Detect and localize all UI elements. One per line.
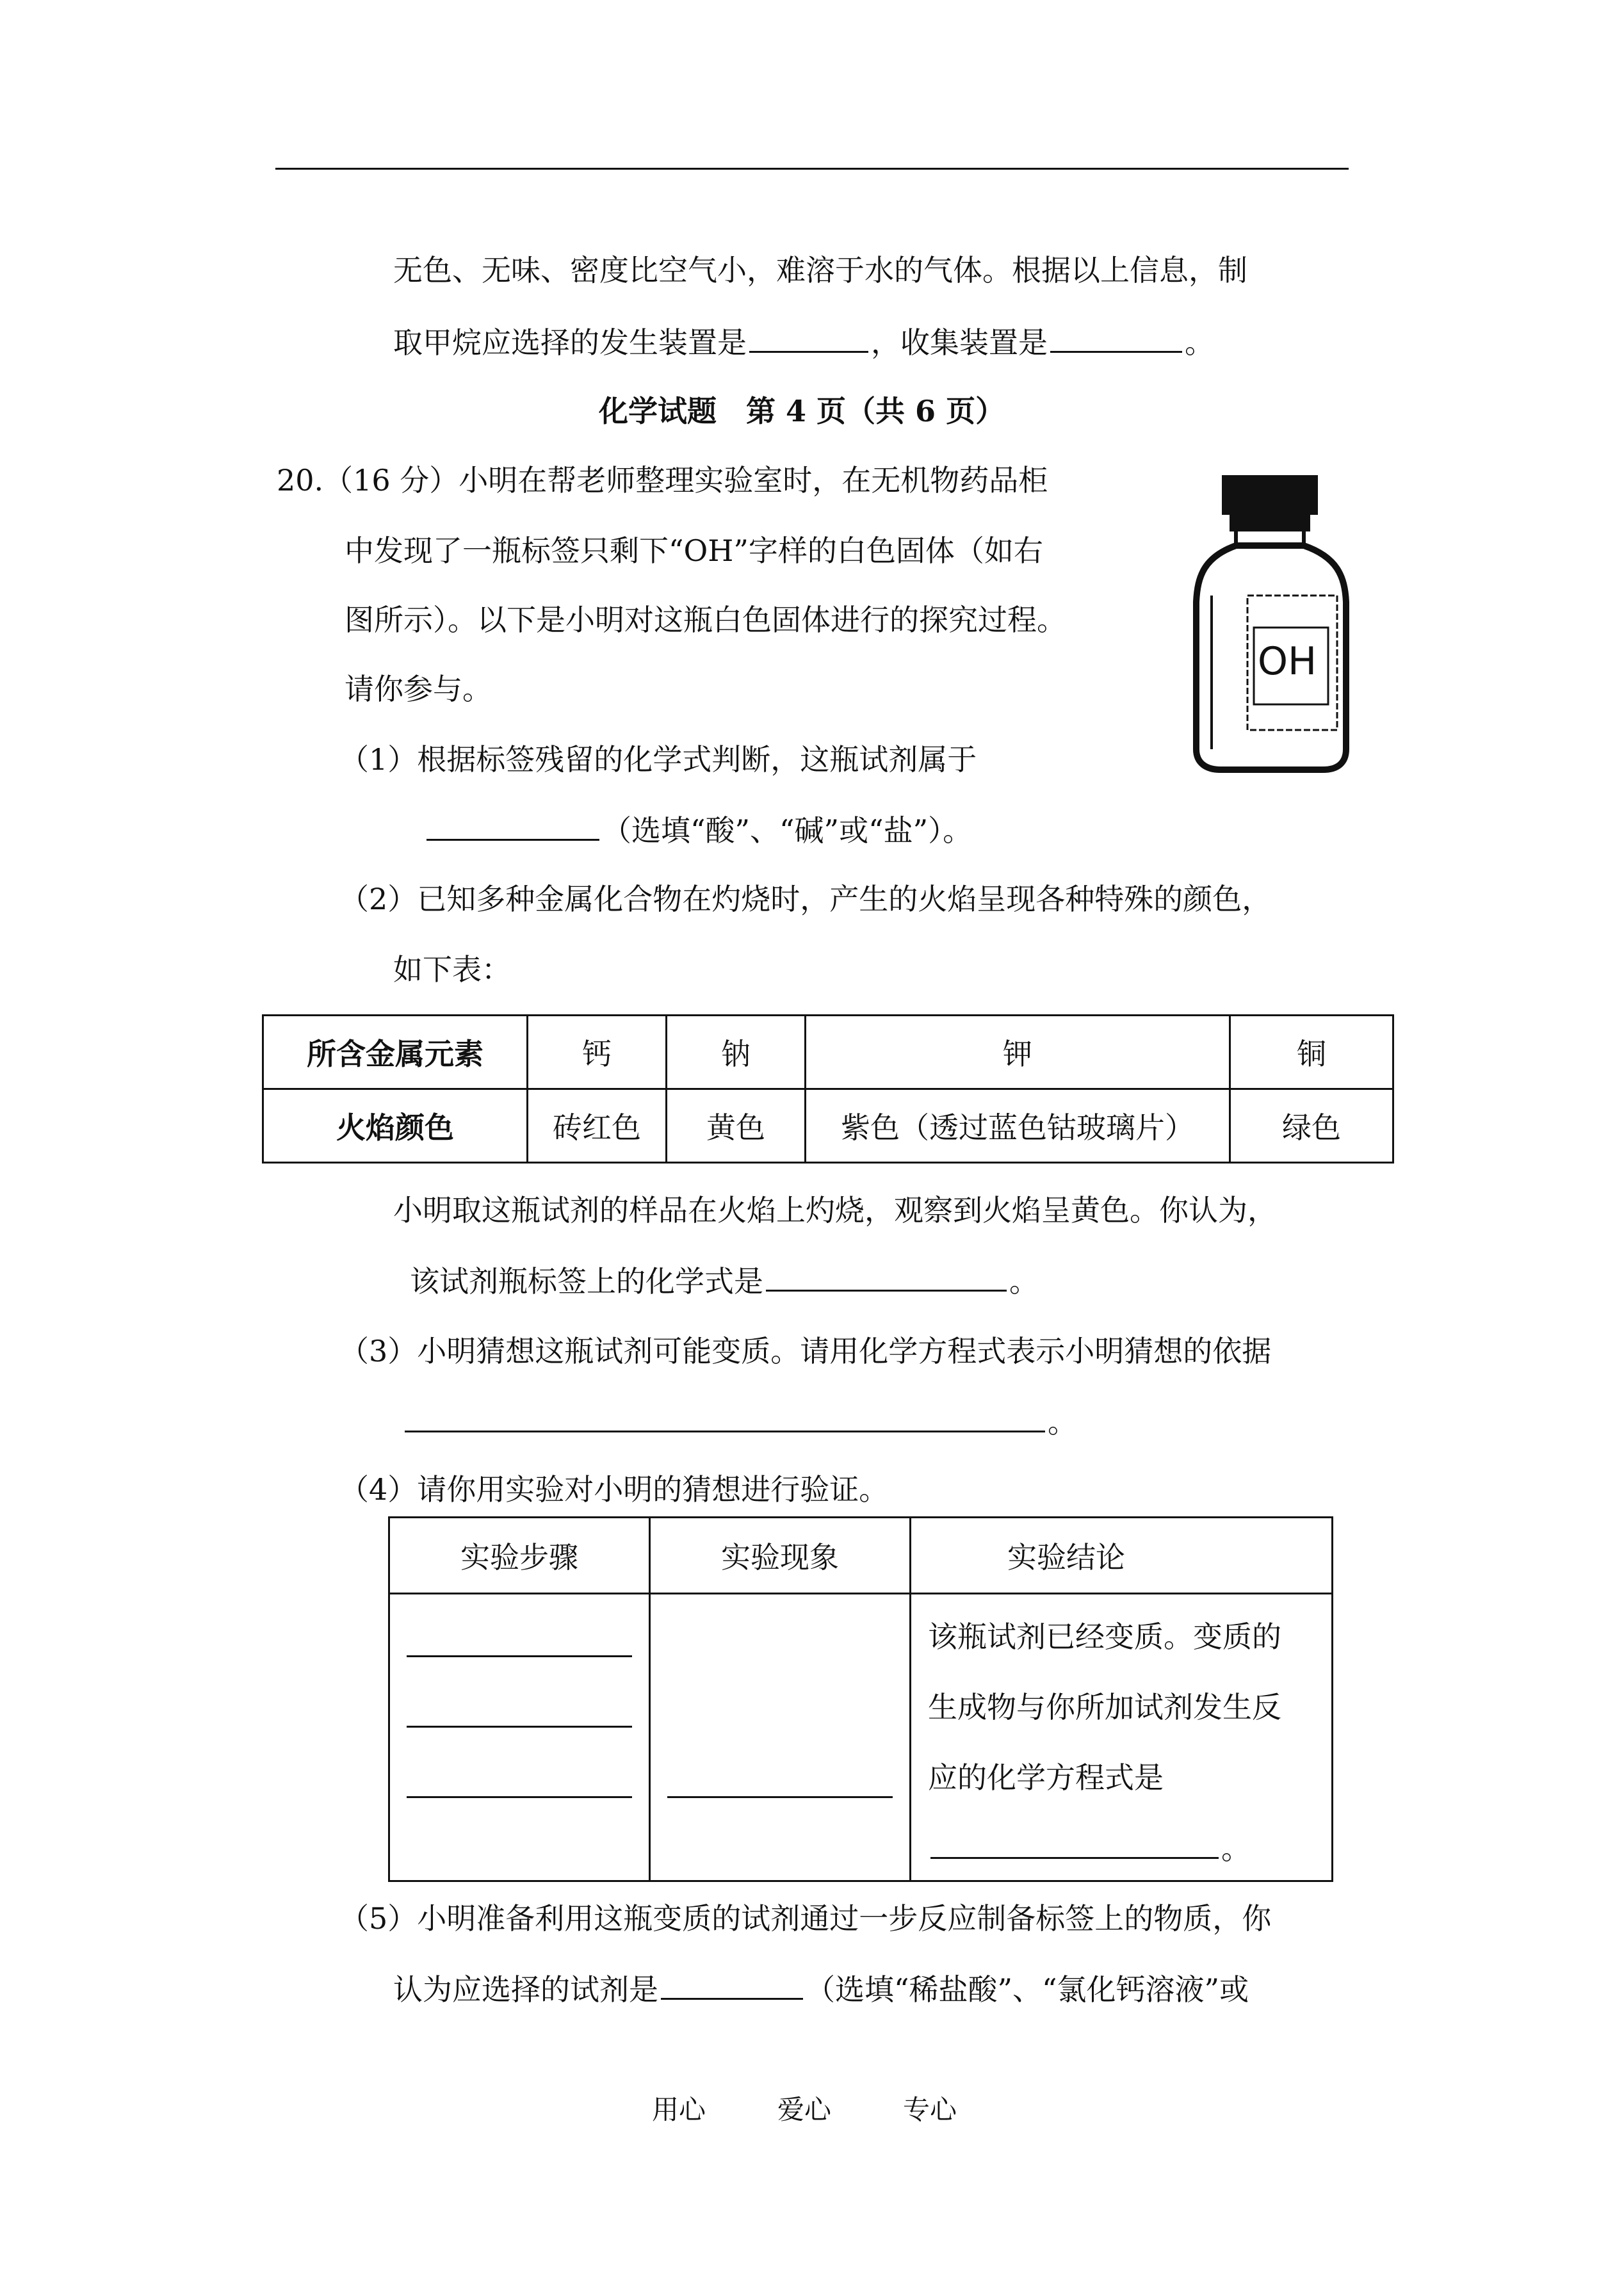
table-cell: 砖红色 — [528, 1089, 667, 1163]
answer-blank-step-3[interactable] — [407, 1796, 632, 1798]
table-cell: 铜 — [1230, 1016, 1393, 1089]
table-row — [263, 1089, 1393, 1163]
step-cell — [389, 1594, 650, 1881]
footer-item-1: 用心 — [652, 2094, 706, 2125]
table-header-cell: 实验步骤 — [389, 1518, 650, 1594]
table-row — [389, 1518, 1333, 1594]
conclusion-line-1: 该瓶试剂已经变质。变质的 — [928, 1619, 1281, 1654]
bottle-label-text: OH — [1257, 639, 1317, 684]
phenomenon-cell — [650, 1594, 911, 1881]
answer-blank-step-1[interactable] — [407, 1655, 632, 1657]
part5-line-2 — [393, 1970, 1249, 2009]
answer-blank-equation[interactable] — [405, 1402, 1045, 1432]
part5-line-2-b: （选填“稀盐酸”、“氯化钙溶液”或 — [806, 1972, 1249, 2007]
reagent-bottle-illustration — [1178, 467, 1364, 781]
table-cell: 绿色 — [1230, 1089, 1393, 1163]
table-header-cell: 实验结论 — [911, 1518, 1333, 1594]
part3-line-2-end: 。 — [1048, 1405, 1077, 1439]
part5-line-1: （5）小明准备利用这瓶变质的试剂通过一步反应制备标签上的物质，你 — [339, 1901, 1272, 1936]
answer-blank-generator[interactable] — [749, 323, 868, 353]
conclusion-end: 。 — [1221, 1831, 1251, 1866]
q20-line-1: 20.（16 分）小明在帮老师整理实验室时，在无机物药品柜 — [277, 463, 1048, 498]
page-header: 化学试题 第 4 页（共 6 页） — [599, 394, 1005, 428]
intro-line-2-c: 。 — [1185, 325, 1214, 360]
answer-blank-step-2[interactable] — [407, 1726, 632, 1728]
part1-line-1: （1）根据标签残留的化学式判断，这瓶试剂属于 — [339, 742, 977, 777]
conclusion-line-4 — [928, 1829, 1251, 1868]
table-cell: 黄色 — [667, 1089, 806, 1163]
part3-line-1: （3）小明猜想这瓶试剂可能变质。请用化学方程式表示小明猜想的依据 — [339, 1334, 1272, 1368]
table-cell: 火焰颜色 — [263, 1089, 528, 1163]
table-row — [263, 1016, 1393, 1089]
part5-line-2-a: 认为应选择的试剂是 — [393, 1972, 658, 2007]
intro-line-2 — [393, 323, 1214, 362]
answer-blank-phenomenon[interactable] — [667, 1796, 893, 1798]
table-cell: 钾 — [806, 1016, 1230, 1089]
bottle-icon — [1178, 467, 1364, 781]
answer-blank-reagent[interactable] — [661, 1970, 803, 2000]
part4-line-1: （4）请你用实验对小明的猜想进行验证。 — [339, 1472, 889, 1507]
part2-line-3: 小明取这瓶试剂的样品在火焰上灼烧，观察到火焰呈黄色。你认为， — [393, 1193, 1277, 1228]
table-cell: 钙 — [528, 1016, 667, 1089]
answer-blank-conclusion[interactable] — [930, 1829, 1219, 1859]
answer-blank-collector[interactable] — [1050, 323, 1182, 353]
intro-line-2-b: ，收集装置是 — [871, 325, 1048, 360]
table-cell: 紫色（透过蓝色钴玻璃片） — [806, 1089, 1230, 1163]
intro-line-1: 无色、无味、密度比空气小，难溶于水的气体。根据以上信息，制 — [393, 253, 1247, 288]
table-cell: 钠 — [667, 1016, 806, 1089]
flame-color-table — [262, 1014, 1394, 1164]
q20-line-2: 中发现了一瓶标签只剩下“OH”字样的白色固体（如右 — [345, 533, 1043, 568]
footer-item-3: 专心 — [903, 2094, 957, 2125]
q20-line-3: 图所示）。以下是小明对这瓶白色固体进行的探究过程。 — [345, 603, 1066, 637]
table-cell: 所含金属元素 — [263, 1016, 528, 1089]
table-row — [389, 1594, 1333, 1881]
intro-line-2-a: 取甲烷应选择的发生装置是 — [393, 325, 747, 360]
q20-line-4: 请你参与。 — [345, 672, 492, 706]
footer-item-2: 爱心 — [777, 2094, 832, 2125]
conclusion-line-3: 应的化学方程式是 — [928, 1760, 1164, 1795]
table-header-cell: 实验现象 — [650, 1518, 911, 1594]
conclusion-cell — [911, 1594, 1333, 1881]
answer-blank-formula[interactable] — [766, 1261, 1007, 1292]
part1-line-2-text: （选填“酸”、“碱”或“盐”）。 — [602, 813, 973, 848]
answer-blank-category[interactable] — [426, 811, 599, 841]
part3-line-2 — [402, 1402, 1077, 1441]
part2-line-4 — [410, 1261, 1039, 1301]
experiment-table — [388, 1516, 1333, 1882]
part2-line-4-b: 。 — [1009, 1264, 1039, 1299]
part2-line-2: 如下表： — [393, 952, 511, 987]
part2-line-4-a: 该试剂瓶标签上的化学式是 — [410, 1264, 763, 1299]
header-rule — [275, 168, 1349, 170]
part2-line-1: （2）已知多种金属化合物在灼烧时，产生的火焰呈现各种特殊的颜色， — [339, 882, 1272, 916]
part1-line-2 — [424, 811, 972, 850]
conclusion-line-2: 生成物与你所加试剂发生反 — [928, 1690, 1281, 1724]
